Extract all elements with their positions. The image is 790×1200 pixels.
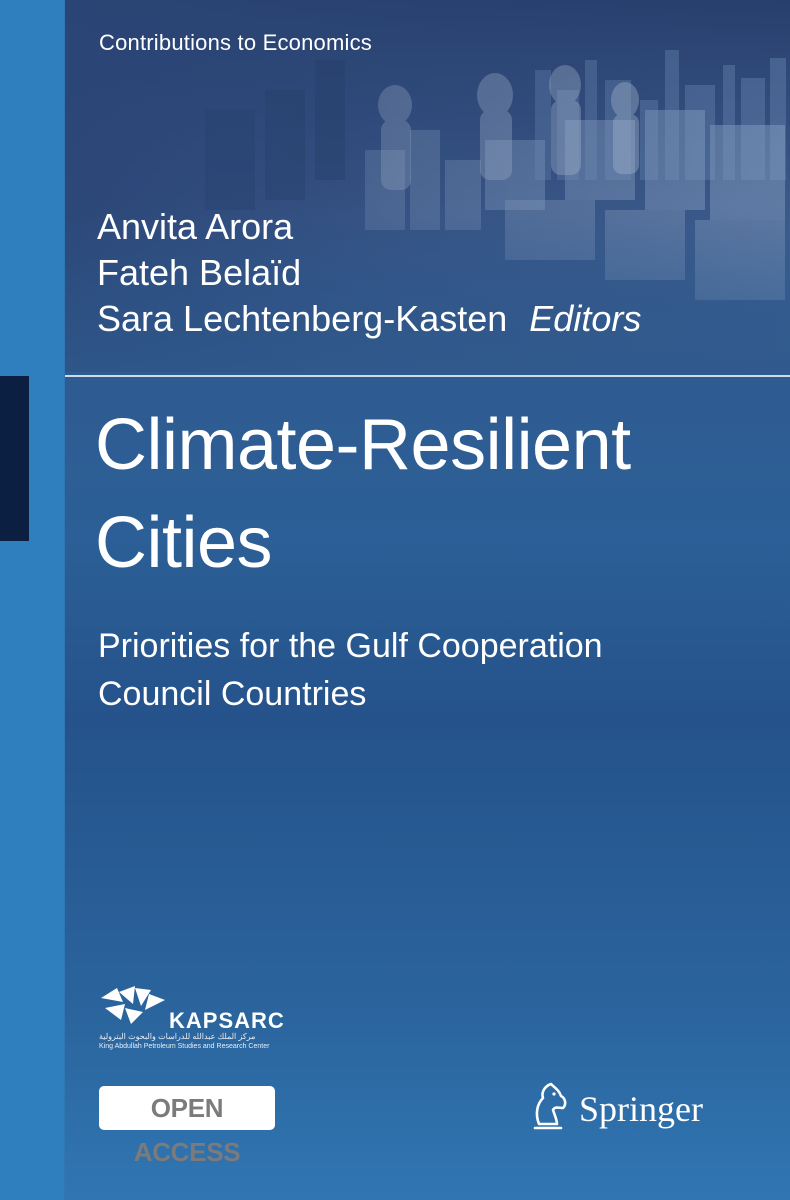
divider-rule bbox=[65, 375, 790, 377]
editor-name: Anvita Arora bbox=[97, 206, 294, 247]
book-subtitle-line: Council Countries bbox=[98, 675, 367, 713]
book-title-line: Climate-Resilient bbox=[95, 405, 631, 485]
editors-label: Editors bbox=[529, 298, 642, 339]
editors-block bbox=[97, 204, 641, 342]
editor-name: Sara Lechtenberg-Kasten bbox=[97, 298, 508, 339]
spine-tab bbox=[0, 376, 29, 541]
open-access-badge: OPEN ACCESS bbox=[99, 1086, 275, 1130]
series-title: Contributions to Economics bbox=[99, 30, 372, 55]
kapsarc-english-name: King Abdullah Petroleum Studies and Research Center bbox=[99, 1043, 270, 1050]
editor-line-last bbox=[97, 296, 641, 342]
kapsarc-name: KAPSARC bbox=[169, 1008, 285, 1033]
book-spine bbox=[0, 0, 64, 1200]
publisher-name: Springer bbox=[579, 1089, 703, 1129]
book-title-line: Cities bbox=[95, 503, 273, 583]
book-subtitle bbox=[98, 622, 603, 718]
book-subtitle-line: Priorities for the Gulf Cooperation bbox=[98, 627, 603, 665]
springer-horse-icon bbox=[525, 1080, 571, 1132]
editor-name: Fateh Belaïd bbox=[97, 252, 302, 293]
book-cover bbox=[65, 0, 790, 1200]
book-title bbox=[95, 396, 631, 592]
kapsarc-arabic-name: مركز الملك عبدالله للدراسات والبحوث البترولية bbox=[99, 1032, 256, 1041]
kapsarc-logo bbox=[99, 982, 319, 1054]
